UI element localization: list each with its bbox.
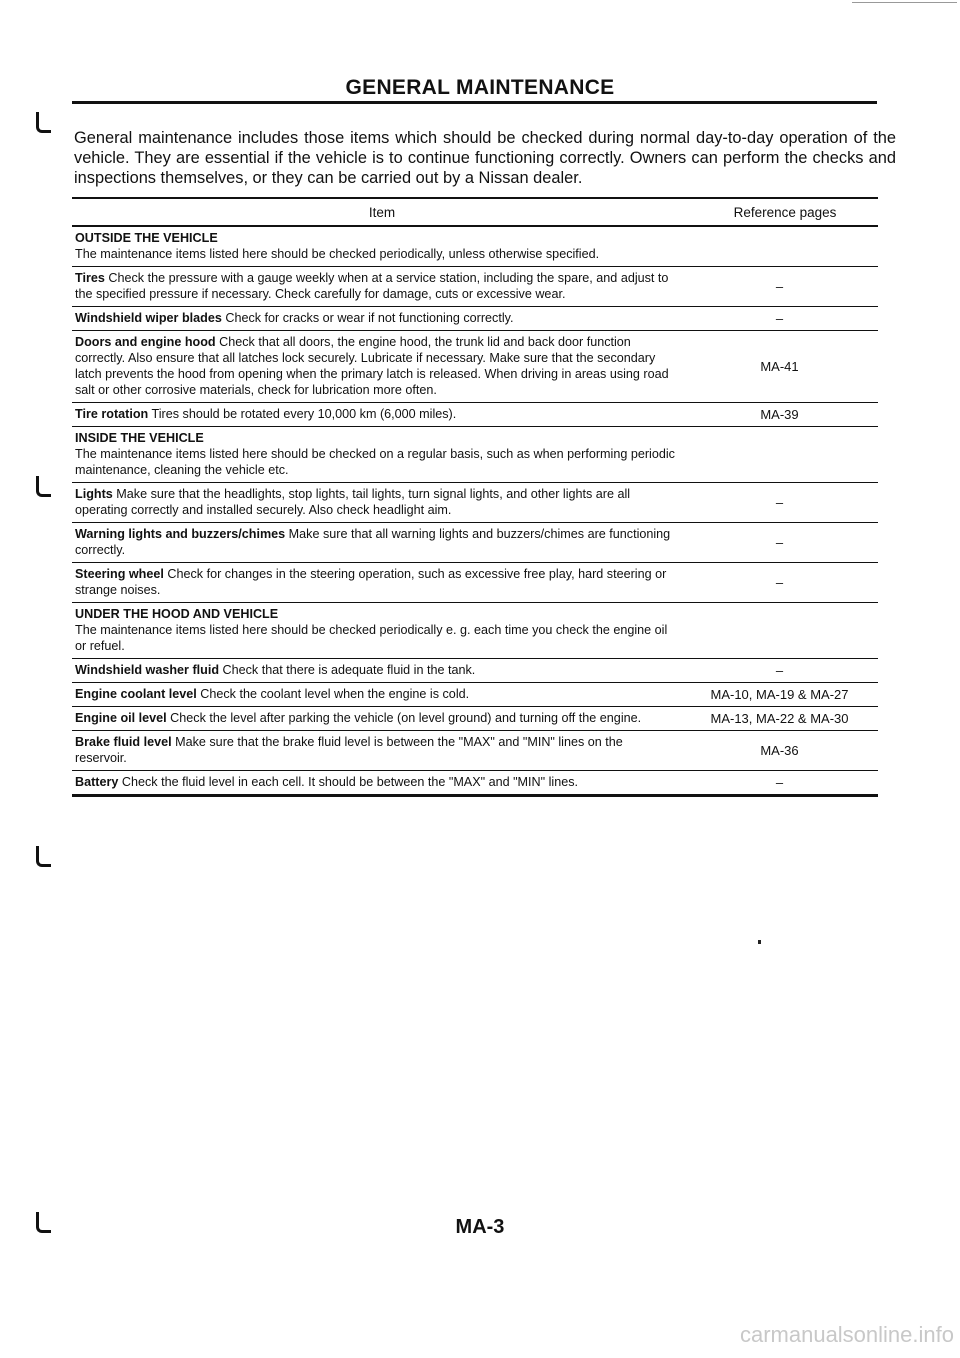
table-row bbox=[72, 267, 878, 307]
item-text: Check that there is adequate fluid in the tank. bbox=[219, 663, 476, 677]
row-description bbox=[72, 267, 681, 306]
section-text: The maintenance items listed here should be checked periodically, unless otherwise specified. bbox=[75, 247, 600, 261]
table-row bbox=[72, 771, 878, 794]
item-text: Check for cracks or wear if not functioning correctly. bbox=[221, 311, 514, 325]
table-row bbox=[72, 307, 878, 331]
item-text: Check the fluid level in each cell. It should be between the "MAX" and "MIN" lines. bbox=[118, 775, 579, 789]
table-row bbox=[72, 523, 878, 563]
reference-pages: – bbox=[775, 278, 784, 294]
revision-tick-mark bbox=[36, 476, 51, 497]
table-body bbox=[72, 227, 878, 794]
item-label: Tire rotation bbox=[75, 407, 149, 421]
item-text: Check the pressure with a gauge weekly when at a service station, including the spare, and adjust to the specified pressure if necessary. Check carefully for damage, cuts or excessive wear. bbox=[75, 271, 669, 301]
section-text: The maintenance items listed here should be checked on a regular basis, such as when performing periodic maintenance, cleaning the vehicle etc. bbox=[75, 447, 675, 477]
column-header-reference: Reference pages bbox=[733, 204, 837, 220]
reference-pages: – bbox=[775, 662, 784, 678]
section-heading: INSIDE THE VEHICLE bbox=[75, 431, 204, 445]
reference-pages: – bbox=[775, 310, 784, 326]
section-text: The maintenance items listed here should be checked periodically e. g. each time you check the engine oil or refuel. bbox=[75, 623, 668, 653]
top-edge-line bbox=[852, 2, 957, 3]
table-row bbox=[72, 683, 878, 707]
revision-tick-mark bbox=[36, 112, 51, 133]
item-label: Lights bbox=[75, 487, 113, 501]
table-section-row bbox=[72, 427, 878, 483]
row-description bbox=[72, 771, 681, 794]
row-description bbox=[72, 523, 681, 562]
table-section-row bbox=[72, 227, 878, 267]
item-label: Engine oil level bbox=[75, 711, 167, 725]
table-row bbox=[72, 563, 878, 603]
row-description bbox=[72, 707, 681, 730]
item-label: Tires bbox=[75, 271, 105, 285]
page-title: GENERAL MAINTENANCE bbox=[345, 76, 615, 99]
row-description bbox=[72, 427, 681, 482]
row-description bbox=[72, 307, 681, 330]
row-description bbox=[72, 659, 681, 682]
reference-pages: – bbox=[775, 774, 784, 790]
reference-pages: MA-10, MA-19 & MA-27 bbox=[710, 686, 849, 702]
intro-paragraph: General maintenance includes those items which should be checked during normal day-to-day operation of the vehicle. They are essential if the vehicle is to continue functioning correctly. Owners can perform the checks and inspections themselves, or they can be carried out by a Nissan dealer. bbox=[74, 129, 896, 187]
item-text: Check the coolant level when the engine is cold. bbox=[196, 687, 470, 701]
column-header-item: Item bbox=[368, 204, 396, 220]
item-text: Check for changes in the steering operation, such as excessive free play, hard steering or strange noises. bbox=[75, 567, 667, 597]
item-text: Check that all doors, the engine hood, the trunk lid and back door function correctly. Also ensure that all latches lock securely. Lubricate if necessary. Make sure that the secondary latch prevents the hood from opening when the primary latch is released. When driving in areas using road salt or other corrosive materials, check for lubrication more often. bbox=[75, 335, 669, 397]
reference-pages: MA-41 bbox=[760, 358, 799, 374]
revision-tick-mark bbox=[36, 846, 51, 867]
row-description bbox=[72, 483, 681, 522]
item-label: Brake fluid level bbox=[75, 735, 172, 749]
row-description bbox=[72, 603, 681, 658]
item-text: Make sure that the brake fluid level is between the "MAX" and "MIN" lines on the reservoir. bbox=[75, 735, 623, 765]
row-description bbox=[72, 403, 681, 426]
title-rule bbox=[72, 101, 877, 104]
row-description bbox=[72, 683, 681, 706]
reference-pages: MA-39 bbox=[760, 406, 799, 422]
table-row bbox=[72, 331, 878, 403]
table-row bbox=[72, 731, 878, 771]
reference-pages: MA-36 bbox=[760, 742, 799, 758]
item-label: Windshield washer fluid bbox=[75, 663, 220, 677]
reference-pages: – bbox=[775, 534, 784, 550]
item-label: Engine coolant level bbox=[75, 687, 197, 701]
table-row bbox=[72, 403, 878, 427]
item-label: Battery bbox=[75, 775, 119, 789]
table-row bbox=[72, 707, 878, 731]
table-row bbox=[72, 659, 878, 683]
table-section-row bbox=[72, 603, 878, 659]
item-label: Windshield wiper blades bbox=[75, 311, 222, 325]
reference-pages: – bbox=[775, 574, 784, 590]
item-label: Steering wheel bbox=[75, 567, 164, 581]
reference-pages: MA-13, MA-22 & MA-30 bbox=[710, 710, 849, 726]
table-row bbox=[72, 483, 878, 523]
item-label: Warning lights and buzzers/chimes bbox=[75, 527, 286, 541]
section-heading: UNDER THE HOOD AND VEHICLE bbox=[75, 607, 279, 621]
table-header bbox=[72, 199, 878, 227]
item-label: Doors and engine hood bbox=[75, 335, 216, 349]
item-text: Check the level after parking the vehicle (on level ground) and turning off the engine. bbox=[166, 711, 642, 725]
row-description bbox=[72, 563, 681, 602]
item-text: Make sure that all warning lights and buzzers/chimes are functioning correctly. bbox=[75, 527, 671, 557]
watermark: carmanualsonline.info bbox=[739, 1322, 954, 1347]
row-description bbox=[72, 227, 681, 266]
stray-mark bbox=[758, 940, 761, 944]
item-text: Tires should be rotated every 10,000 km (6,000 miles). bbox=[148, 407, 457, 421]
reference-pages: – bbox=[775, 494, 784, 510]
row-description bbox=[72, 731, 681, 770]
item-text: Make sure that the headlights, stop lights, tail lights, turn signal lights, and other lights are all operating correctly and installed securely. Also check headlight aim. bbox=[75, 487, 631, 517]
page-number: MA-3 bbox=[455, 1216, 505, 1238]
section-heading: OUTSIDE THE VEHICLE bbox=[75, 231, 218, 245]
row-description bbox=[72, 331, 681, 402]
maintenance-table bbox=[72, 197, 878, 797]
